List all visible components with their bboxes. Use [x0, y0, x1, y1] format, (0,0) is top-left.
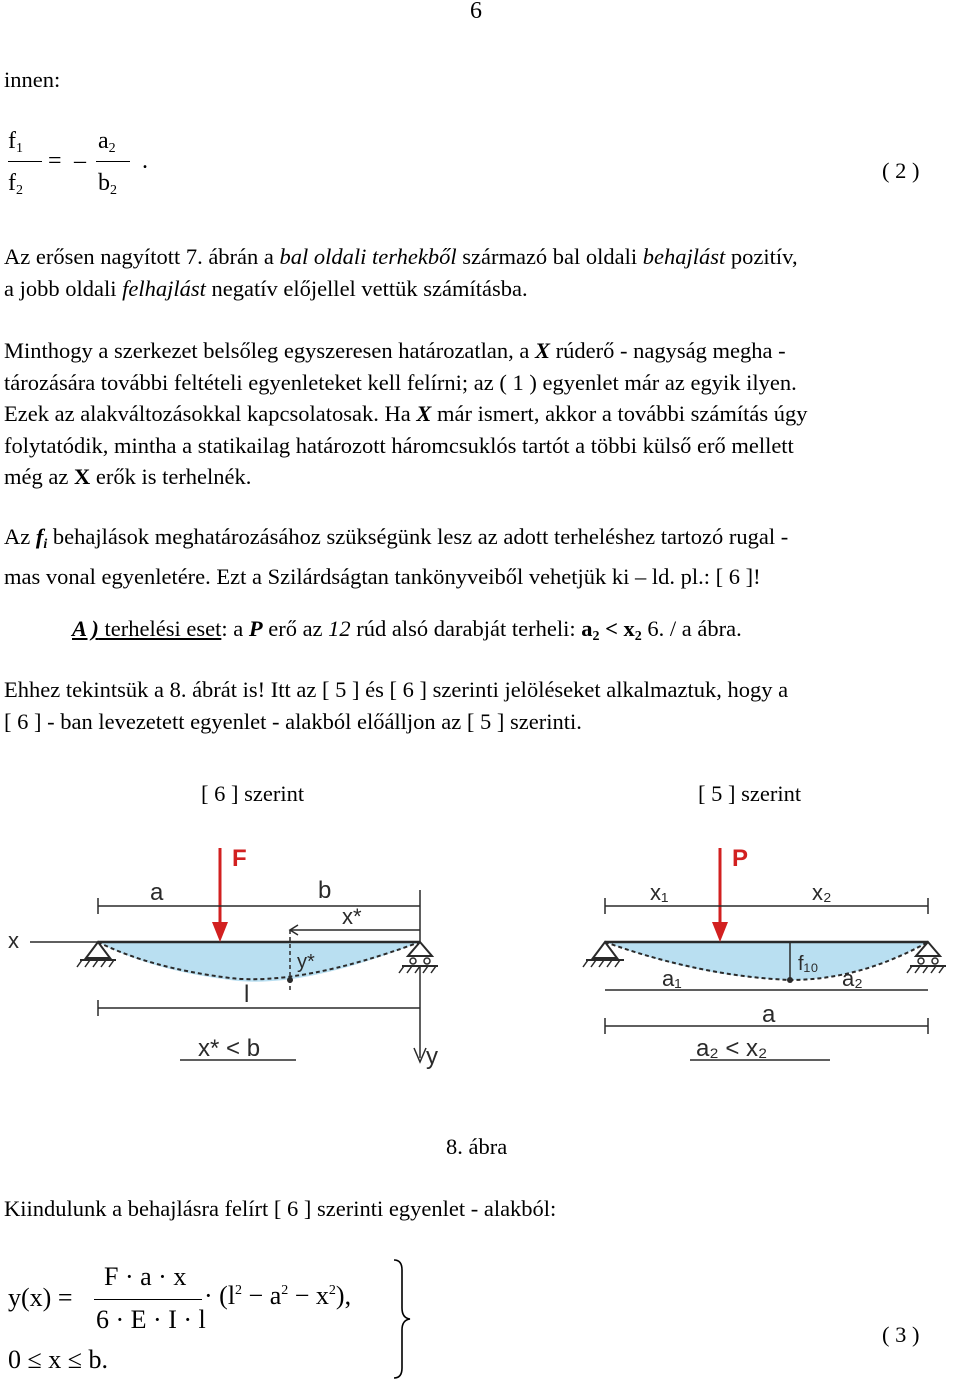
- paragraph-indeterminate: [4, 335, 956, 493]
- eq2-a: a: [98, 128, 109, 154]
- para1-text-c: pozitív,: [725, 244, 798, 269]
- para1-line2: [4, 273, 956, 305]
- right-force-arrowhead: [712, 922, 728, 942]
- figure-caption: 8. ábra: [446, 1134, 508, 1159]
- para5-line: Kiindulunk a behajlásra felírt [ 6 ] szerinti egyenlet - alakból:: [4, 1196, 557, 1221]
- para4-line2: [ 6 ] - ban levezetett egyenlet - alakból előálljon az [ 5 ] szerinti.: [4, 708, 582, 734]
- para2-line5: [4, 461, 956, 493]
- paragraph-sign-convention: [4, 241, 956, 304]
- para3-i: i: [43, 537, 48, 552]
- left-label-l: l: [244, 981, 250, 1008]
- left-label-b: b: [318, 877, 332, 904]
- left-x-label: x: [8, 928, 19, 953]
- eq3-right-brace: [392, 1258, 412, 1380]
- intro-word: innen:: [4, 67, 61, 92]
- para1-text-a: Az erősen nagyított 7. ábrán a: [4, 244, 280, 269]
- para2-line2: tározására további feltételi egyenleteket kell felírni; az ( 1 ) egyenlet már az egyik ilyen.: [4, 369, 797, 395]
- para1-line1: [4, 241, 956, 273]
- case-a-bar-12: 12: [328, 616, 351, 641]
- para4-line1: Ehhez tekintsük a 8. ábrát is! Itt az [ 5 ] és [ 6 ] szerinti jelöléseket alkalmaztuk, hogy a: [4, 677, 789, 702]
- eq2-sub3: 2: [108, 141, 116, 156]
- case-a-line: [72, 613, 960, 653]
- case-a-sub-x: 2: [634, 629, 642, 644]
- eq2-f2: f: [8, 170, 16, 196]
- right-label-a2: a₂: [842, 966, 863, 991]
- eq2-sub4: 2: [110, 183, 117, 198]
- left-beam-diagram: [8, 845, 438, 1070]
- eq3-minus-a: − a: [242, 1281, 282, 1310]
- left-label-xstar: x*: [342, 904, 362, 929]
- page-number: 6: [470, 0, 482, 24]
- para3-f: f: [35, 524, 44, 549]
- right-label-a1: a₁: [662, 966, 682, 991]
- case-a-text-4: 6. / a ábra.: [641, 616, 742, 641]
- eq3-numerator: F · a · x: [104, 1262, 187, 1291]
- left-force-label: F: [232, 845, 247, 872]
- figure-left-title: [ 6 ] szerint: [201, 781, 305, 806]
- eq2-denominator-left: [8, 170, 23, 199]
- eq2-f1: f: [8, 128, 16, 154]
- paragraph-elastic-line: [4, 521, 956, 592]
- para1-italic-deflection: behajlást: [642, 244, 726, 269]
- right-label-x2: x₂: [812, 880, 832, 905]
- para2-text-d: már ismert, akkor a további számítás úgy: [431, 401, 808, 426]
- right-beam-fill: [605, 942, 928, 980]
- eq3-denominator: 6 · E · I · l: [96, 1305, 206, 1334]
- case-a-a: a: [581, 616, 593, 641]
- para1-text-e: negatív előjellel vettük számításba.: [205, 275, 528, 301]
- case-a-text-2: erő az: [262, 616, 329, 641]
- para2-X-1: X: [535, 338, 551, 363]
- eq3-exp1: 2: [235, 1283, 243, 1298]
- case-a-sub-a: 2: [592, 629, 600, 644]
- eq3-exp3: 2: [328, 1283, 336, 1298]
- figure-right-title: [ 5 ] szerint: [698, 781, 802, 806]
- para3-text-b: behajlások meghatározásához szükségünk lesz az adott terheléshez tartozó rugal -: [47, 524, 789, 549]
- eq2-numerator-left: [8, 128, 23, 157]
- para2-X-3: X: [73, 464, 91, 489]
- eq2-sub1: 1: [16, 141, 23, 156]
- left-label-a: a: [150, 879, 164, 906]
- eq2-dot: .: [142, 148, 148, 174]
- eq3-bracket-term: [204, 1281, 351, 1311]
- case-a-text-3: rúd alsó darabját terheli:: [350, 616, 582, 641]
- para2-text-c: Ezek az alakváltozásokkal kapcsolatosak. Ha: [4, 401, 417, 426]
- case-a-less: <: [599, 616, 624, 641]
- case-a-text-1: : a: [221, 616, 249, 641]
- eq2-fraction-bar-left: [8, 161, 42, 162]
- eq3-minus-x: − x: [288, 1281, 329, 1310]
- para2-line3: [4, 398, 956, 430]
- case-a-label: A ) terhelési eset: [72, 616, 222, 641]
- eq3-fraction-bar: [94, 1299, 202, 1300]
- eq2-equals: =: [48, 148, 62, 174]
- eq2-sub2: 2: [16, 183, 23, 198]
- para2-text-f: erők is terhelnék.: [90, 464, 252, 489]
- eq3-condition: 0 ≤ x ≤ b.: [8, 1345, 109, 1374]
- paragraph-figure-reference: [4, 674, 956, 737]
- para2-text-e: még az: [4, 464, 74, 489]
- eq2-numerator-right: [98, 128, 116, 157]
- para1-italic-left-loads: bal oldali terhekből: [279, 244, 457, 269]
- eq2-denominator-right: [98, 170, 117, 199]
- left-y-label: y: [426, 1043, 438, 1070]
- right-condition: a₂ < x₂: [696, 1035, 768, 1062]
- paragraph-start-equation: [4, 1193, 956, 1225]
- case-a-x: x: [623, 616, 635, 641]
- para1-text-b: származó bal oldali: [456, 244, 643, 269]
- para1-italic-upward: felhajlást: [122, 275, 206, 301]
- eq3-lhs: y(x) =: [8, 1283, 73, 1312]
- right-force-label: P: [732, 845, 749, 872]
- para3-text-a: Az: [4, 524, 36, 549]
- left-force-arrowhead: [212, 922, 228, 942]
- right-label-a: a: [762, 1001, 776, 1028]
- right-label-x1: x₁: [650, 880, 669, 905]
- eq3-close: ),: [335, 1281, 352, 1310]
- eq2-b: b: [98, 170, 110, 196]
- para3-line1: [4, 521, 956, 561]
- para1-text-d: a jobb oldali: [4, 275, 123, 301]
- load-case-a: [72, 613, 960, 653]
- left-condition: x* < b: [198, 1035, 261, 1062]
- para2-text-b: rúderő - nagyság megha -: [550, 338, 786, 363]
- right-label-f10: f₁₀: [798, 953, 819, 975]
- figure-8-drawings: [0, 830, 960, 1100]
- eq3-mid: · (l: [204, 1281, 236, 1310]
- eq3-number: ( 3 ): [882, 1322, 920, 1347]
- para2-X-2: X: [416, 401, 432, 426]
- eq2-fraction-bar-right: [96, 161, 130, 162]
- para2-line4: folytatódik, mintha a statikailag határozott háromcsuklós tartót a többi külső erő mellett: [4, 432, 794, 458]
- para2-line1: [4, 335, 956, 367]
- para2-text-a: Minthogy a szerkezet belsőleg egyszeresen határozatlan, a: [4, 338, 536, 363]
- eq3-exp2: 2: [281, 1283, 289, 1298]
- eq2-minus: –: [74, 148, 86, 174]
- right-beam-diagram: [583, 845, 946, 1062]
- eq2-number: ( 2 ): [882, 158, 920, 183]
- para3-line2: mas vonal egyenletére. Ezt a Szilárdságtan tankönyveiből vehetjük ki – ld. pl.: [ 6 ]!: [4, 563, 761, 589]
- left-label-ystar: y*: [297, 951, 315, 973]
- case-a-P: P: [248, 616, 263, 641]
